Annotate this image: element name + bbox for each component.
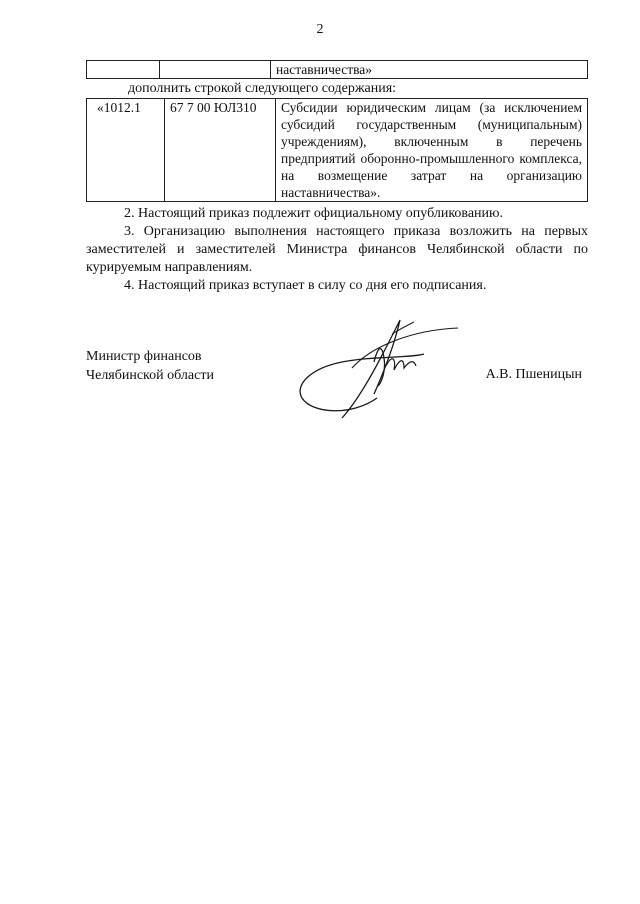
new-table-row	[86, 98, 588, 202]
prev-cell-description: наставничества»	[271, 61, 588, 79]
handwritten-signature	[282, 306, 482, 426]
prev-cell-kbk	[160, 61, 271, 79]
paragraph-3: 3. Организацию выполнения настоящего приказа возложить на первых заместителей и заместителей Министра финансов Челябинской области по курируемым направлениям.	[86, 224, 588, 275]
cell-description: Субсидии юридическим лицам (за исключением субсидий государственным (муниципальным) учреждениям), включенным в перечень предприятий оборонно-промышленного комплекса, на возмещение затрат на организацию наставничества».	[276, 99, 588, 202]
position-line-2: Челябинской области	[86, 368, 214, 383]
paragraph-4: 4. Настоящий приказ вступает в силу со дня его подписания.	[124, 278, 487, 293]
page-number: 2	[316, 22, 324, 37]
signatory-name: А.В. Пшеницын	[485, 367, 582, 382]
cell-code: «1012.1	[87, 99, 165, 202]
prev-cell-code	[87, 61, 160, 79]
cell-kbk: 67 7 00 ЮЛ310	[165, 99, 276, 202]
previous-table-row	[86, 60, 588, 79]
intro-line: дополнить строкой следующего содержания:	[128, 81, 397, 96]
paragraph-2: 2. Настоящий приказ подлежит официальному опубликованию.	[124, 206, 503, 221]
position-line-1: Министр финансов	[86, 349, 202, 364]
signatory-position	[86, 347, 214, 385]
